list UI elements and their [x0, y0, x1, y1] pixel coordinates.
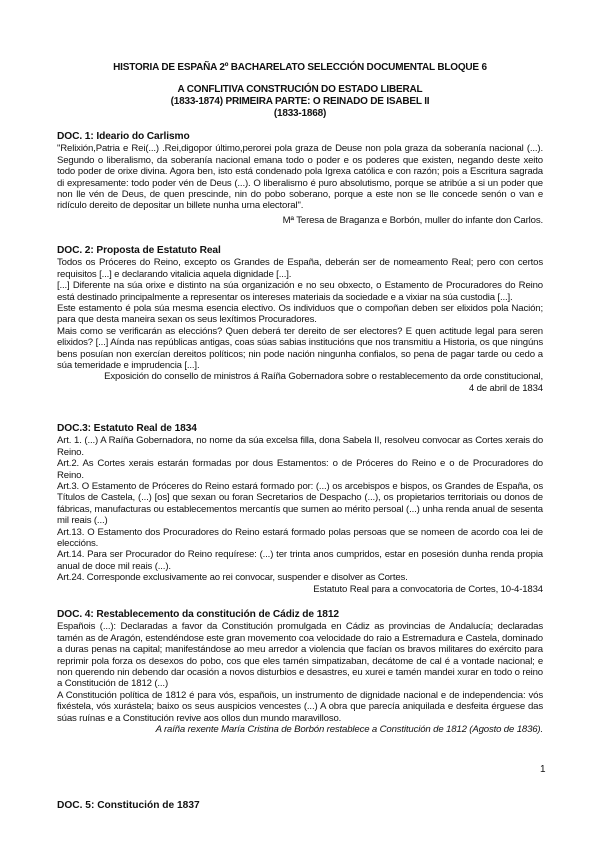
header-course-title: HISTORIA DE ESPAÑA 2º BACHARELATO SELECCIÓN DOCUMENTAL BLOQUE 6 [113, 62, 487, 73]
doc3-article: Art.2. As Cortes xerais estarán formadas por dous Estamentos: o de Próceres do Reino e o de Procuradores do Reino. [57, 458, 543, 481]
doc3-article: Art.14. Para ser Procurador do Reino requírese: (...) ter trinta anos cumpridos, estar en posesión dunha renda propia anual de doce mil reais (...). [57, 549, 543, 572]
doc3-article: Art.3. O Estamento de Próceres do Reino estará formado por: (...) os arcebispos e bispos, os Grandes de España, os Títulos de Castela, (...) [os] que sexan ou foran Secretarios de Despacho (...), os propietarios territoriais ou donos de fábricas, manufacturas ou establecementos mercantís que sumen ao mérito persoal (...) unha renda anual de sesenta mil reais (...) [57, 481, 543, 527]
doc4-paragraph: A Constitución política de 1812 é para vós, españois, un instrumento de dignidade nacional e de independencia: vós fixéstela, vós xurástela; baixo os seus auspicios vencestes (...) A obra que parecía aniquilada e desfeita érguese das súas ruínas e a Constitución revive aos ollos dun mundo maravilloso. [57, 689, 543, 724]
doc3-article: Art.13. O Estamento dos Procuradores do Reino estará formado polas persoas que se nomeen de acordo coa lei de eleccións. [57, 526, 543, 550]
doc3-section [57, 423, 543, 595]
doc1-source: Mª Teresa de Braganza e Borbón, muller do infante don Carlos. [282, 214, 543, 226]
doc2-paragraph: Este estamento é pola súa mesma esencia electivo. Os individuos que o compoñan deben ser elixidos pola Nación; para que desta maneira sexan os seus lexítimos Procuradores. [57, 303, 543, 326]
doc2-paragraph: [...] Diferente na súa orixe e distinto na súa organización e no seu obxecto, o Estamento de Procuradores do Reino está destinado principalmente a representar os intereses materiais da sociedade e a vixiar na súa custodia [...]. [57, 280, 543, 303]
doc3-article: Art. 1. (...) A Raíña Gobernadora, no nome da súa excelsa filla, dona Sabela II, resolveu convocar as Cortes xerais do Reino. [57, 435, 543, 458]
doc4-title: DOC. 4: Restablecemento da constitución de Cádiz de 1812 [57, 609, 339, 620]
doc2-paragraph: Mais como se verificarán as eleccións? Quen deberá ter dereito de ser electores? E quen actitude legal para seren elixidos? [...] Aínda nas repúblicas antigas, coas súas sabias institucións que nos transmitiu a Historia, os que ningúns bens posuían non exercían dereitos políticos; nin pode nación ningunha confialos, so pena de pagar tarde ou cedo a súa temeridade e imprudencia [...]. [57, 325, 543, 372]
doc4-source: A raíña rexente María Cristina de Borbón restablece a Constitución de 1812 (Agosto de 1836). [155, 724, 543, 736]
doc1-text: "Relixión,Patria e Rei(...) .Rei,digopor último,perorei pola graza de Deuse non pola graza da soberanía nacional (...). Segundo o liberalismo, da soberanía nacional emana todo o poder e os poderes que existen, negando deste xeito todo poder de orixe divina. Agora ben, isto está condenado pola Igrexa católica e con razón; pois a Escritura sagrada di expresamente: todo poder vén de Deus (...). O liberalismo é puro absolutismo, porque se atribúe a si un poder que non lle vén de Deus, de quen prescinde, nin do pobo soberano, porque a este non se lle concede senón o van e ridículo dereito de depositar un billete nunha urna electoral". [57, 143, 543, 212]
doc3-title: DOC.3: Estatuto Real de 1834 [57, 423, 197, 434]
doc1-section [57, 131, 543, 226]
doc2-section [57, 245, 543, 394]
doc3-article: Art.24. Corresponde exclusivamente ao rei convocar, suspender e disolver as Cortes. [57, 572, 408, 584]
doc2-source: Exposición do consello de ministros á Raíña Gobernadora sobre o restablecemento da orde constitucional, [104, 371, 543, 383]
doc2-paragraph: Todos os Próceres do Reino, excepto os Grandes de España, deberán ser de nomeamento Real; pero con certos requisitos [...] e declarando vitalicia aquela dignidade [...]. [57, 257, 543, 280]
header-part-title: (1833-1874) PRIMEIRA PARTE: O REINADO DE ISABEL II [170, 96, 430, 107]
header-bloque-title: A CONFLITIVA CONSTRUCIÓN DO ESTADO LIBERAL [177, 84, 423, 95]
doc4-section [57, 609, 543, 735]
doc5-title: DOC. 5: Constitución de 1837 [57, 800, 200, 811]
doc4-paragraph: Españois (...): Declaradas a favor da Constitución promulgada en Cádiz as provincias de Andalucía; declaradas tamén as de Aragón, estendéndose este gran movemento coa velocidade do raio a Estremadura e Castela, dominado a duras penas na capital; manifestándose ao meu arredor a violencia que facían os bravos militares do exército para reprimir pola forza os desexos do pobo, cos que eles tamén simpatizaban, decátome de cal é a vontade nacional; e non querendo nin debendo dar ocasión a novos disturbios e desastres, eu xurei e tamén mandei xurar en todo o reino a Constitución de 1812 (...) [57, 621, 543, 690]
doc3-source: Estatuto Real para a convocatoria de Cortes, 10-4-1834 [313, 583, 543, 595]
doc2-source-date: 4 de abril de 1834 [468, 382, 543, 394]
page-number: 1 [540, 764, 546, 775]
header-dates: (1833-1868) [273, 108, 327, 119]
doc2-title: DOC. 2: Proposta de Estatuto Real [57, 245, 221, 256]
doc1-title: DOC. 1: Ideario do Carlismo [57, 131, 190, 142]
